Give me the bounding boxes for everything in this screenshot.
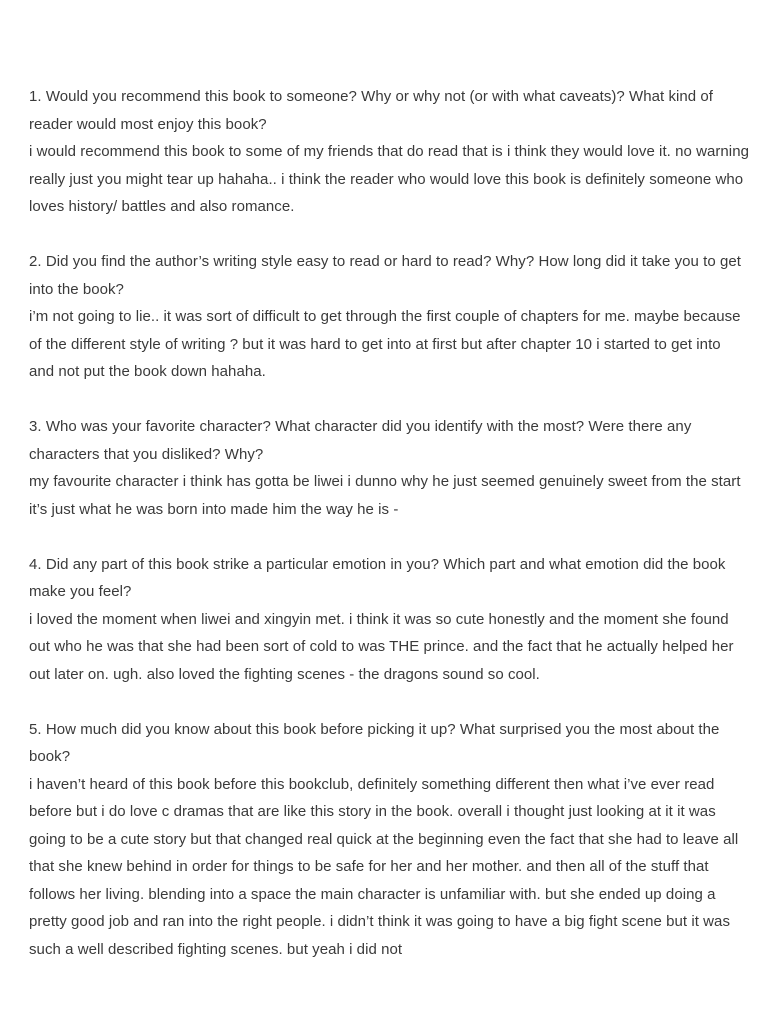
qa-item-2 — [29, 248, 749, 386]
question-4: 4. Did any part of this book strike a particular emotion in you? Which part and what emotion did the book make you feel? — [29, 555, 726, 600]
question-5: 5. How much did you know about this book before picking it up? What surprised you the most about the book? — [29, 720, 720, 765]
answer-3: my favourite character i think has gotta be liwei i dunno why he just seemed genuinely sweet from the start it’s just what he was born into made him the way he is - — [29, 473, 741, 518]
qa-item-5 — [29, 716, 749, 964]
question-3: 3. Who was your favorite character? What character did you identify with the most? Were there any characters that you disliked? Why? — [29, 418, 692, 463]
qa-item-1 — [29, 83, 749, 221]
qa-item-3 — [29, 413, 749, 523]
answer-1: i would recommend this book to some of my friends that do read that is i think they would love it. no warning really just you might tear up hahaha.. i think the reader who would love this book is definitely someone who loves history/ battles and also romance. — [29, 143, 749, 215]
question-1: 1. Would you recommend this book to someone? Why or why not (or with what caveats)? What kind of reader would most enjoy this book? — [29, 88, 714, 133]
answer-5: i haven’t heard of this book before this bookclub, definitely something different then what i’ve ever read before but i do love c dramas that are like this story in the book. overall i thought just looking at it it was going to be a cute story but that changed real quick at the beginning even the fact that she had to leave all that she knew behind in order for things to be safe for her and her mother. and then all of the stuff that follows her living. blending into a space the main character is unfamiliar with. but she ended up doing a pretty good job and ran into the right people. i didn’t think it was going to have a big fight scene but it was such a well described fighting scenes. but yeah i did not — [29, 775, 739, 958]
answer-2: i’m not going to lie.. it was sort of difficult to get through the first couple of chapters for me. maybe because of the different style of writing ? but it was hard to get into at first but after chapter 10 i started to get into and not put the book down hahaha. — [29, 308, 741, 380]
answer-4: i loved the moment when liwei and xingyin met. i think it was so cute honestly and the moment she found out who he was that she had been sort of cold to was THE prince. and the fact that he actually helped her out later on. ugh. also loved the fighting scenes - the dragons sound so cool. — [29, 610, 734, 683]
qa-item-4 — [29, 551, 749, 689]
document-body — [29, 83, 749, 991]
question-2: 2. Did you find the author’s writing style easy to read or hard to read? Why? How long did it take you to get into the book? — [29, 253, 741, 298]
